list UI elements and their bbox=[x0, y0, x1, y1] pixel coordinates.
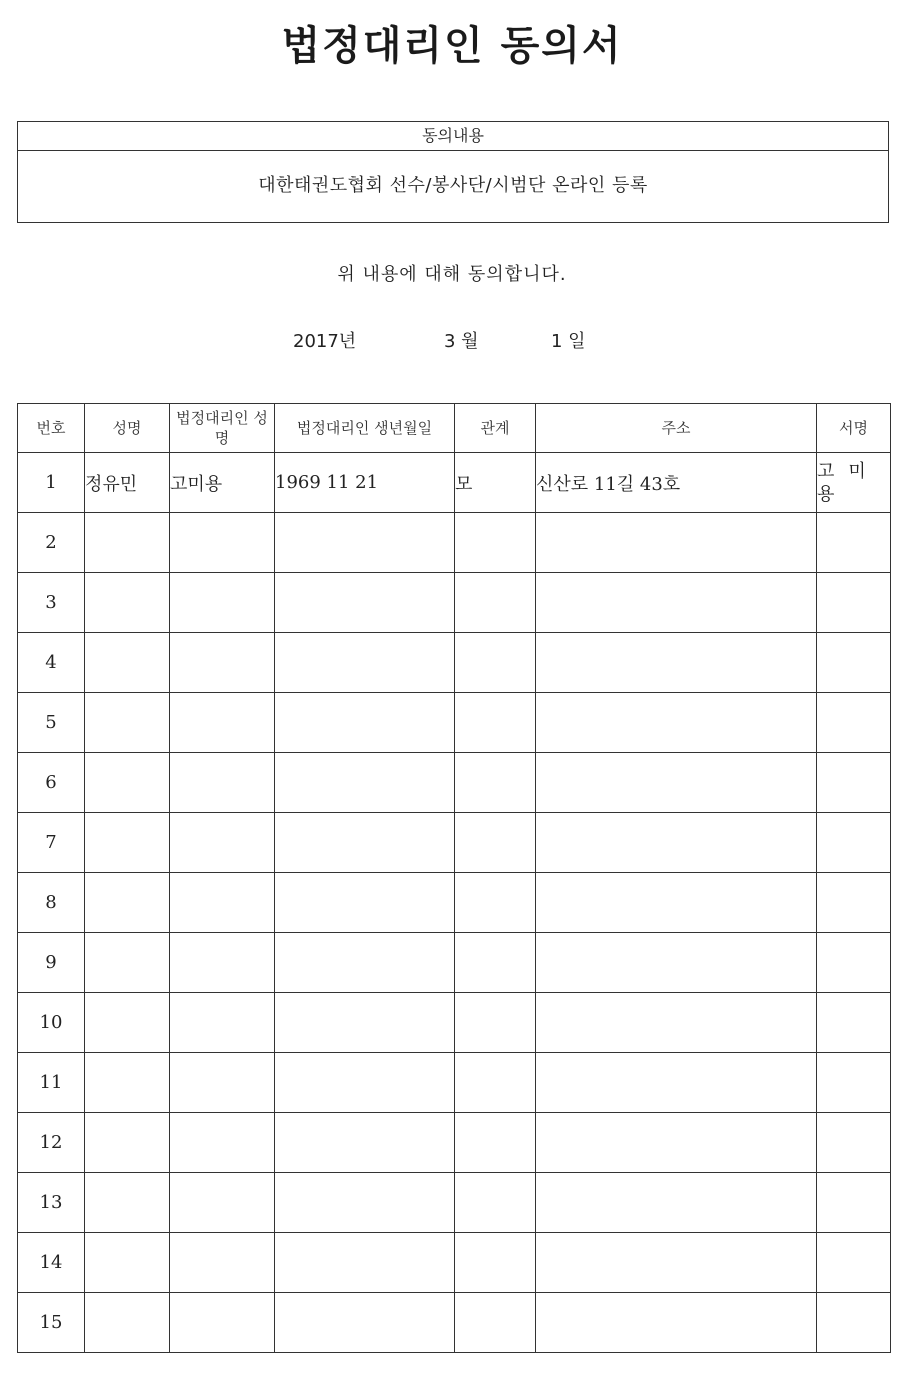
table-row bbox=[18, 693, 891, 753]
cell-guardian-name bbox=[170, 813, 275, 873]
cell-guardian-name bbox=[170, 1173, 275, 1233]
consent-header: 동의내용 bbox=[18, 122, 888, 151]
cell-relation bbox=[455, 513, 536, 573]
cell-relation bbox=[455, 1233, 536, 1293]
cell-guardian-name bbox=[170, 633, 275, 693]
cell-guardian-birth bbox=[275, 693, 455, 753]
cell-relation bbox=[455, 1113, 536, 1173]
cell-name bbox=[85, 1233, 170, 1293]
cell-guardian-birth bbox=[275, 1293, 455, 1353]
table-row bbox=[18, 1113, 891, 1173]
cell-signature bbox=[817, 693, 891, 753]
cell-signature bbox=[817, 813, 891, 873]
cell-guardian-birth bbox=[275, 933, 455, 993]
cell-address bbox=[536, 1233, 817, 1293]
cell-address bbox=[536, 1113, 817, 1173]
cell-signature bbox=[817, 1053, 891, 1113]
cell-number: 4 bbox=[18, 633, 85, 693]
consent-content: 대한태권도협회 선수/봉사단/시범단 온라인 등록 bbox=[258, 175, 648, 196]
cell-number: 10 bbox=[18, 993, 85, 1053]
table-row bbox=[18, 573, 891, 633]
cell-name bbox=[85, 573, 170, 633]
cell-signature bbox=[817, 1233, 891, 1293]
cell-address bbox=[536, 513, 817, 573]
cell-guardian-name bbox=[170, 513, 275, 573]
cell-address bbox=[536, 1053, 817, 1113]
header-number: 번호 bbox=[18, 404, 85, 453]
cell-relation bbox=[455, 1173, 536, 1233]
cell-number: 11 bbox=[18, 1053, 85, 1113]
cell-number: 12 bbox=[18, 1113, 85, 1173]
cell-name bbox=[85, 753, 170, 813]
table-row bbox=[18, 933, 891, 993]
cell-signature bbox=[817, 573, 891, 633]
cell-name bbox=[85, 873, 170, 933]
cell-signature bbox=[817, 633, 891, 693]
cell-guardian-birth: 1969 11 21 bbox=[275, 453, 455, 513]
cell-number: 3 bbox=[18, 573, 85, 633]
cell-signature bbox=[817, 993, 891, 1053]
cell-number: 1 bbox=[18, 453, 85, 513]
cell-guardian-birth bbox=[275, 513, 455, 573]
table-row bbox=[18, 993, 891, 1053]
cell-guardian-name bbox=[170, 1293, 275, 1353]
table-row bbox=[18, 1233, 891, 1293]
cell-number: 8 bbox=[18, 873, 85, 933]
cell-address bbox=[536, 693, 817, 753]
cell-guardian-name bbox=[170, 933, 275, 993]
cell-signature bbox=[817, 753, 891, 813]
cell-relation bbox=[455, 813, 536, 873]
table-row bbox=[18, 753, 891, 813]
cell-signature bbox=[817, 873, 891, 933]
cell-name bbox=[85, 993, 170, 1053]
cell-address bbox=[536, 933, 817, 993]
header-signature: 서명 bbox=[817, 404, 891, 453]
cell-guardian-name bbox=[170, 873, 275, 933]
cell-guardian-name bbox=[170, 993, 275, 1053]
table-header-row bbox=[18, 404, 891, 453]
cell-guardian-name bbox=[170, 1233, 275, 1293]
consent-content-box bbox=[17, 121, 889, 223]
cell-name bbox=[85, 1113, 170, 1173]
table-row bbox=[18, 813, 891, 873]
cell-name bbox=[85, 693, 170, 753]
cell-address bbox=[536, 573, 817, 633]
cell-address bbox=[536, 873, 817, 933]
cell-address bbox=[536, 753, 817, 813]
table-row bbox=[18, 633, 891, 693]
cell-guardian-birth bbox=[275, 633, 455, 693]
cell-relation bbox=[455, 1293, 536, 1353]
cell-relation bbox=[455, 933, 536, 993]
cell-guardian-birth bbox=[275, 813, 455, 873]
cell-relation bbox=[455, 753, 536, 813]
header-guardian-birth: 법정대리인 생년월일 bbox=[275, 404, 455, 453]
cell-signature bbox=[817, 933, 891, 993]
table-row bbox=[18, 453, 891, 513]
cell-address bbox=[536, 633, 817, 693]
cell-address bbox=[536, 1293, 817, 1353]
cell-guardian-birth bbox=[275, 1113, 455, 1173]
cell-relation bbox=[455, 573, 536, 633]
cell-number: 14 bbox=[18, 1233, 85, 1293]
cell-number: 2 bbox=[18, 513, 85, 573]
cell-guardian-birth bbox=[275, 1173, 455, 1233]
cell-name bbox=[85, 1173, 170, 1233]
cell-number: 15 bbox=[18, 1293, 85, 1353]
cell-guardian-birth bbox=[275, 1233, 455, 1293]
cell-signature bbox=[817, 513, 891, 573]
cell-guardian-birth bbox=[275, 993, 455, 1053]
date-month: 3 월 bbox=[444, 331, 479, 352]
cell-name: 정유민 bbox=[85, 453, 170, 513]
cell-signature: 고미용 bbox=[817, 453, 891, 513]
cell-guardian-name bbox=[170, 693, 275, 753]
cell-name bbox=[85, 513, 170, 573]
cell-number: 7 bbox=[18, 813, 85, 873]
cell-address bbox=[536, 813, 817, 873]
header-guardian-name: 법정대리인 성명 bbox=[170, 404, 275, 453]
cell-guardian-name bbox=[170, 573, 275, 633]
table-row bbox=[18, 513, 891, 573]
cell-name bbox=[85, 933, 170, 993]
cell-guardian-name bbox=[170, 753, 275, 813]
cell-relation bbox=[455, 993, 536, 1053]
cell-relation bbox=[455, 1053, 536, 1113]
cell-number: 6 bbox=[18, 753, 85, 813]
cell-number: 5 bbox=[18, 693, 85, 753]
date-day: 1 일 bbox=[551, 331, 586, 352]
header-address: 주소 bbox=[536, 404, 817, 453]
cell-guardian-birth bbox=[275, 753, 455, 813]
cell-signature bbox=[817, 1293, 891, 1353]
guardian-table bbox=[17, 403, 891, 1353]
cell-name bbox=[85, 813, 170, 873]
cell-number: 13 bbox=[18, 1173, 85, 1233]
cell-address bbox=[536, 993, 817, 1053]
agreement-statement: 위 내용에 대해 동의합니다. bbox=[337, 264, 567, 285]
cell-guardian-birth bbox=[275, 573, 455, 633]
table-row bbox=[18, 1053, 891, 1113]
header-name: 성명 bbox=[85, 404, 170, 453]
table-row bbox=[18, 873, 891, 933]
cell-name bbox=[85, 1053, 170, 1113]
cell-relation bbox=[455, 633, 536, 693]
cell-name bbox=[85, 633, 170, 693]
cell-name bbox=[85, 1293, 170, 1353]
cell-address bbox=[536, 1173, 817, 1233]
date-year: 2017년 bbox=[293, 331, 357, 352]
cell-number: 9 bbox=[18, 933, 85, 993]
cell-guardian-birth bbox=[275, 873, 455, 933]
table-row bbox=[18, 1293, 891, 1353]
cell-address: 신산로 11길 43호 bbox=[536, 453, 817, 513]
cell-relation: 모 bbox=[455, 453, 536, 513]
cell-guardian-name bbox=[170, 1113, 275, 1173]
cell-relation bbox=[455, 693, 536, 753]
cell-guardian-name: 고미용 bbox=[170, 453, 275, 513]
cell-signature bbox=[817, 1173, 891, 1233]
cell-guardian-birth bbox=[275, 1053, 455, 1113]
document-title: 법정대리인 동의서 bbox=[281, 23, 623, 69]
cell-signature bbox=[817, 1113, 891, 1173]
header-relation: 관계 bbox=[455, 404, 536, 453]
cell-guardian-name bbox=[170, 1053, 275, 1113]
cell-relation bbox=[455, 873, 536, 933]
table-row bbox=[18, 1173, 891, 1233]
